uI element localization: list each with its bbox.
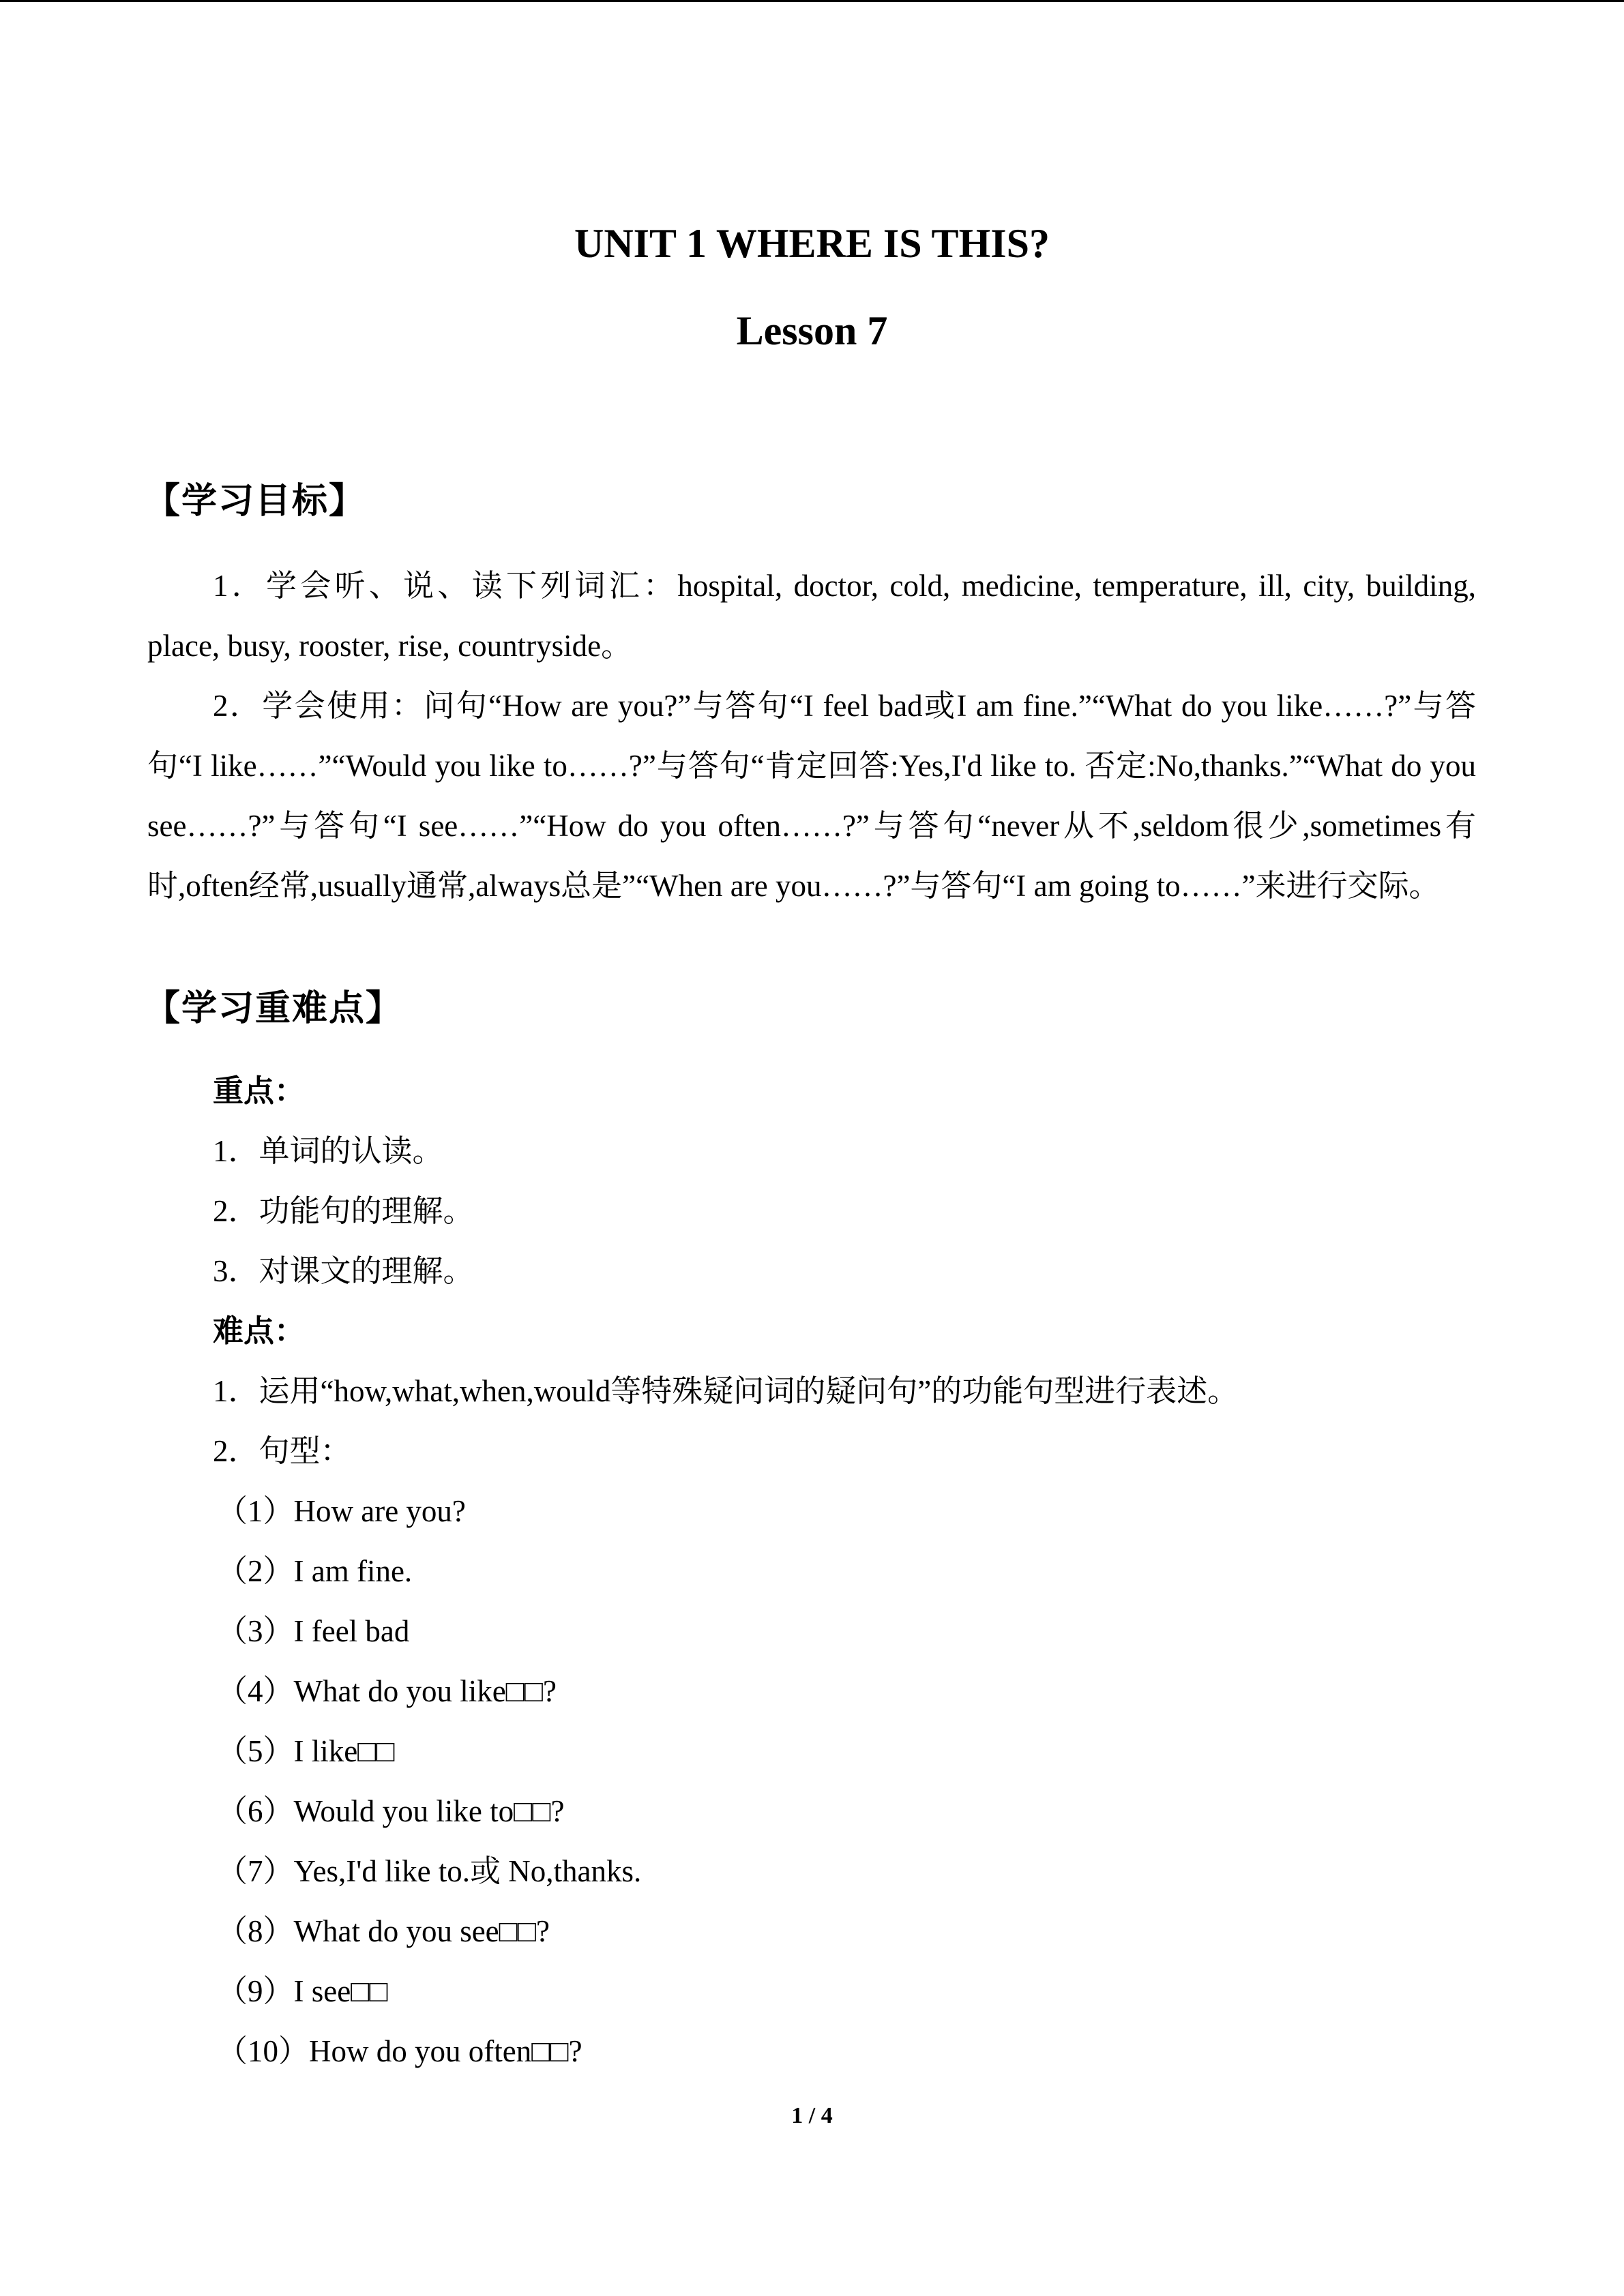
sentence-pattern: （5）I like□□	[217, 1734, 395, 1768]
difficulty-item: 2．句型：	[213, 1434, 351, 1468]
key-points-heading: 【学习重难点】	[145, 988, 403, 1029]
sentence-pattern: （9）I see□□	[217, 1974, 388, 2008]
objectives-paragraph-1-text: 1．学会听、说、读下列词汇：hospital, doctor, cold, medicine, temperature, ill, city, building, place, busy, rooster, rise, countryside。	[147, 569, 1476, 663]
objectives-paragraph-1	[147, 556, 1476, 676]
sentence-pattern: （1）How are you?	[217, 1494, 466, 1528]
objectives-paragraph-2	[147, 676, 1476, 916]
sentence-pattern: （2）I am fine.	[217, 1554, 413, 1588]
objectives-paragraph-2-text: 2．学会使用：问句“How are you?”与答句“I feel bad或I am fine.”“What do you like……?”与答句“I like……”“Would you like to……?”与答句“肯定回答:Yes,I'd like to. 否定:No,thanks.”“What do you see……?”与答句“I see……”“How do you often……?”与答句“never从不,seldom很少,sometimes有时,often经常,usually通常,always总是”“When are you……?”与答句“I am going to……”来进行交际。	[147, 689, 1476, 903]
objectives-heading: 【学习目标】	[145, 481, 366, 522]
sentence-pattern: （10）How do you often□□?	[217, 2034, 582, 2068]
page-number: 1 / 4	[791, 2103, 833, 2128]
difficulty-label: 难点：	[213, 1314, 306, 1348]
sentence-pattern: （6）Would you like to□□?	[217, 1794, 565, 1828]
focus-item: 1．单词的认读。	[213, 1134, 443, 1168]
focus-label: 重点：	[213, 1074, 306, 1108]
sentence-pattern: （7）Yes,I'd like to.或 No,thanks.	[217, 1854, 642, 1888]
focus-item: 2．功能句的理解。	[213, 1194, 474, 1228]
sentence-pattern: （3）I feel bad	[217, 1614, 410, 1648]
unit-title: UNIT 1 WHERE IS THIS?	[574, 221, 1050, 266]
focus-item: 3．对课文的理解。	[213, 1254, 474, 1288]
sentence-pattern: （4）What do you like□□?	[217, 1674, 557, 1708]
difficulty-item: 1．运用“how,what,when,would等特殊疑问词的疑问句”的功能句型进行表述。	[213, 1374, 1239, 1408]
lesson-title: Lesson 7	[736, 308, 888, 353]
sentence-pattern: （8）What do you see□□?	[217, 1914, 550, 1948]
